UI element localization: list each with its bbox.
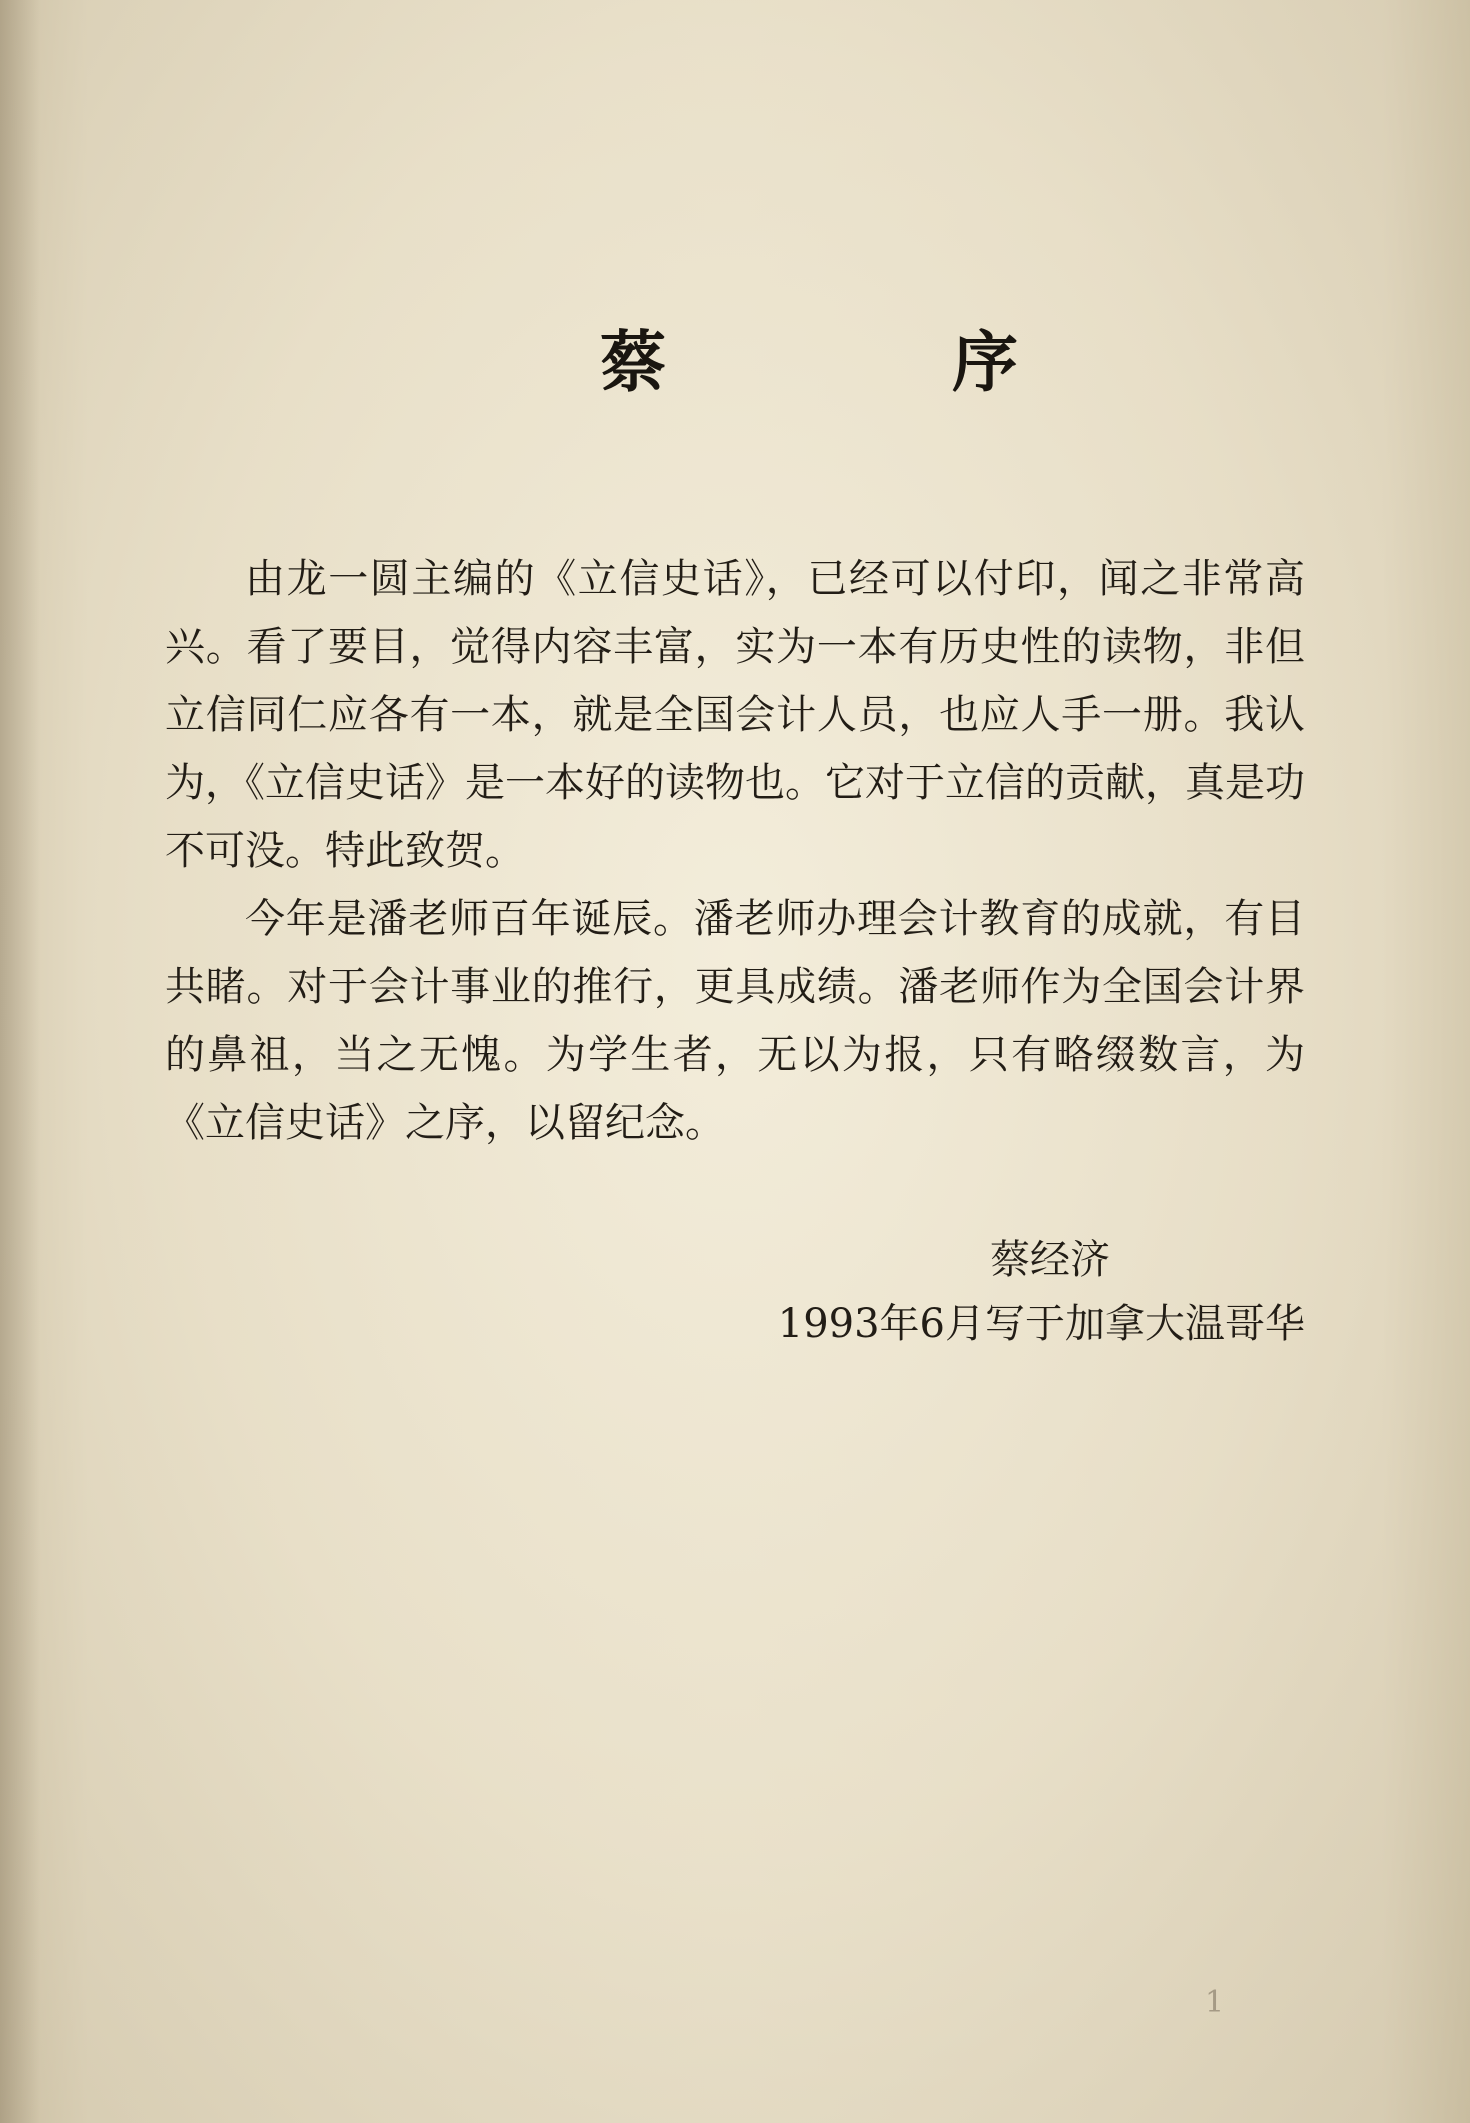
paragraph: 由龙一圆主编的《立信史话》，已经可以付印，闻之非常高兴。看了要目，觉得内容丰富，实为一本有历史性的读物，非但立信同仁应各有一本，就是全国会计人员，也应人手一册。我认为，《立信史话》是一本好的读物也。它对于立信的贡献，真是功不可没。特此致贺。 xyxy=(165,556,1305,874)
page-number: 1 xyxy=(1205,1985,1225,2020)
page-title: 蔡 序 xyxy=(600,324,1128,401)
paragraph: 今年是潘老师百年诞辰。潘老师办理会计教育的成就，有目共睹。对于会计事业的推行，更具成绩。潘老师作为全国会计界的鼻祖，当之无愧。为学生者，无以为报，只有略缀数言，为《立信史话》之序，以留纪念。 xyxy=(165,896,1305,1146)
page-edge-shadow xyxy=(0,0,40,2123)
preface-body xyxy=(165,545,1305,1157)
signature-block xyxy=(760,1228,1305,1356)
date-and-place: 1993年6月写于加拿大温哥华 xyxy=(777,1301,1305,1347)
author-name: 蔡经济 xyxy=(990,1237,1110,1283)
